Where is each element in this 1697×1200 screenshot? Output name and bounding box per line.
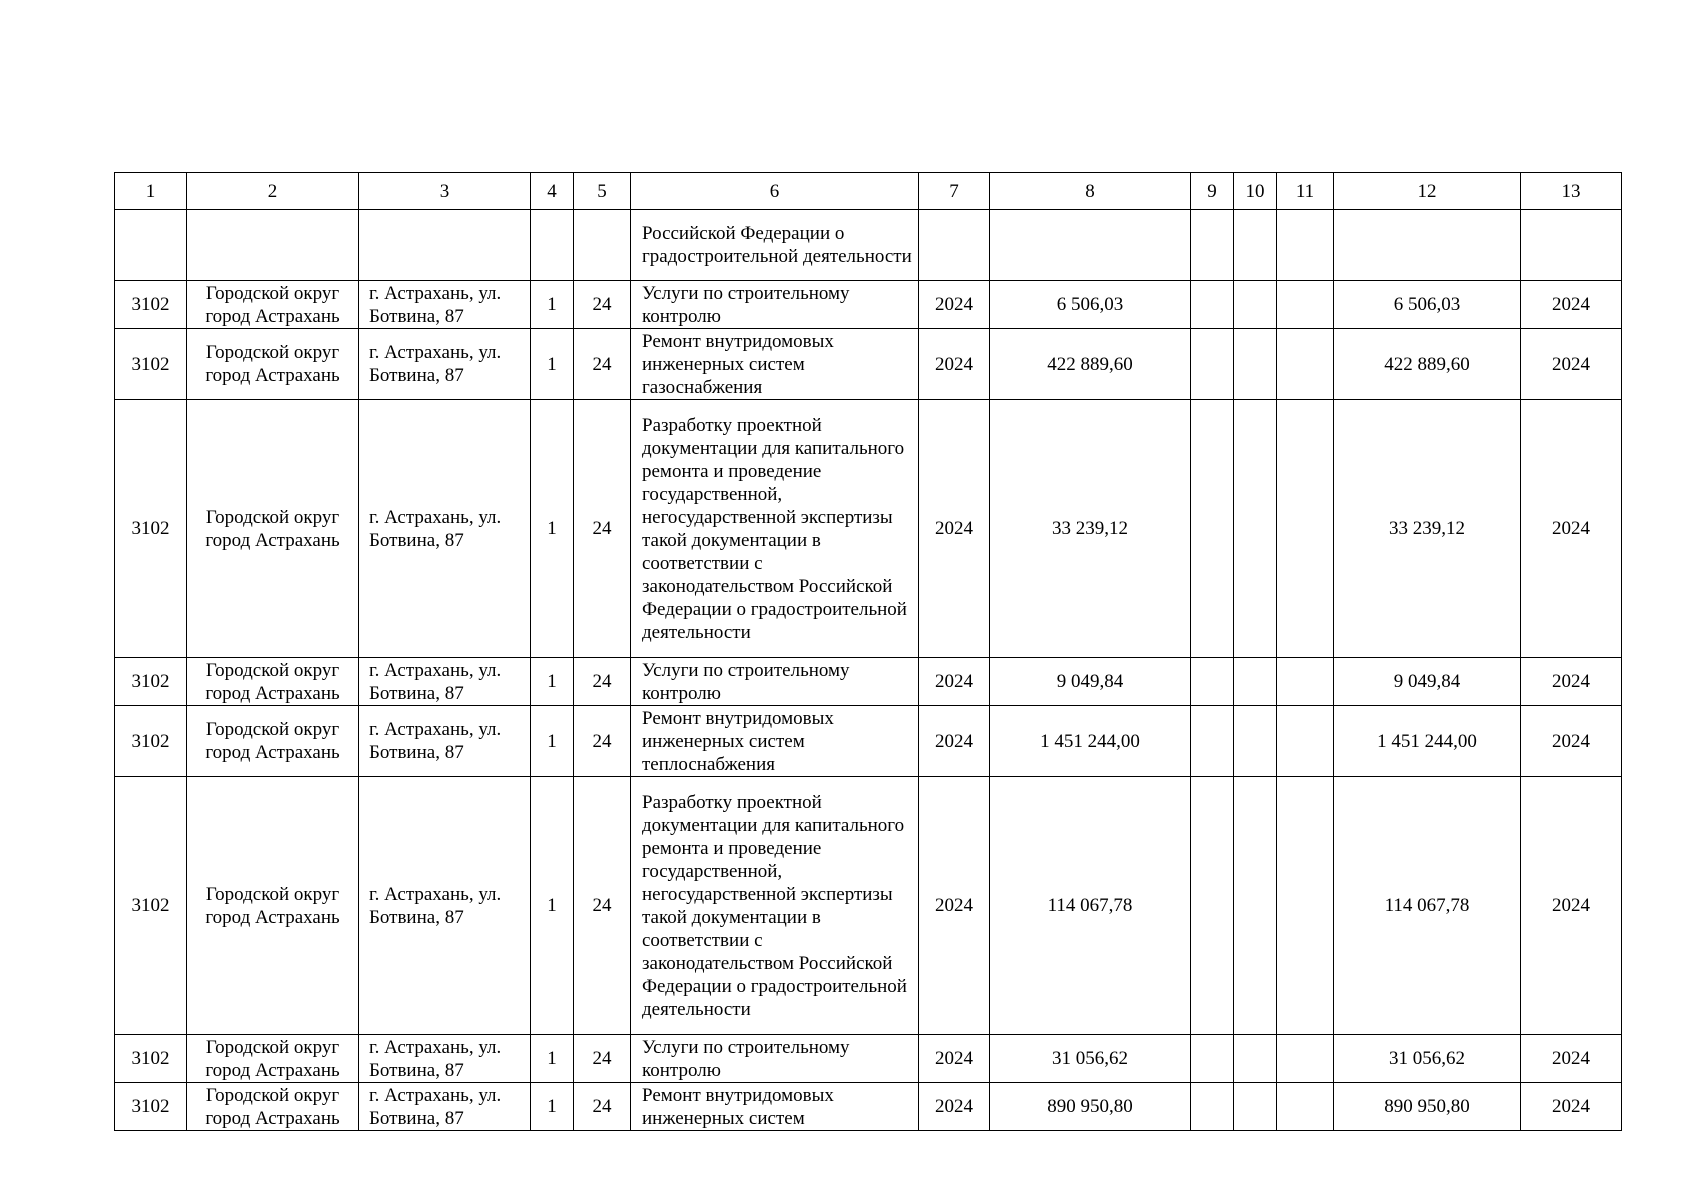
cell-address: г. Астрахань, ул. Ботвина, 87	[359, 1083, 531, 1131]
cell-col10	[1234, 210, 1277, 281]
cell-col10	[1234, 1035, 1277, 1083]
cell-col5: 24	[574, 400, 631, 658]
cell-col11	[1277, 329, 1334, 400]
cell-work-type: Российской Федерации о градостроительной деятельности	[631, 210, 919, 281]
cell-col10	[1234, 329, 1277, 400]
cell-work-type: Ремонт внутридомовых инженерных систем	[631, 1083, 919, 1131]
cell-col5: 24	[574, 777, 631, 1035]
col-header-7: 7	[919, 173, 990, 210]
cell-cost	[990, 210, 1191, 281]
cell-number: 3102	[115, 777, 187, 1035]
cell-col4: 1	[531, 777, 574, 1035]
cell-col5: 24	[574, 1035, 631, 1083]
table-row	[115, 777, 1622, 1035]
cell-col10	[1234, 706, 1277, 777]
cell-col5: 24	[574, 329, 631, 400]
cell-col5: 24	[574, 658, 631, 706]
col-header-12: 12	[1334, 173, 1521, 210]
cell-year-end: 2024	[1521, 329, 1622, 400]
cell-year: 2024	[919, 706, 990, 777]
cell-col4: 1	[531, 706, 574, 777]
header-row	[115, 173, 1622, 210]
cell-col4: 1	[531, 329, 574, 400]
cell-address: г. Астрахань, ул. Ботвина, 87	[359, 400, 531, 658]
cell-year-end: 2024	[1521, 1083, 1622, 1131]
cell-year: 2024	[919, 329, 990, 400]
cell-municipality: Городской округ город Астрахань	[187, 777, 359, 1035]
cell-col4: 1	[531, 1035, 574, 1083]
cell-year-end: 2024	[1521, 281, 1622, 329]
cell-municipality: Городской округ город Астрахань	[187, 400, 359, 658]
col-header-3: 3	[359, 173, 531, 210]
cell-col9	[1191, 706, 1234, 777]
cell-col4: 1	[531, 658, 574, 706]
cell-work-type: Разработку проектной документации для капитального ремонта и проведение государственной, негосударственной экспертизы такой документации в соответствии с законодательством Российской Федерации о градостроительной деятельности	[631, 400, 919, 658]
cell-number: 3102	[115, 1035, 187, 1083]
cell-number	[115, 210, 187, 281]
cell-col10	[1234, 658, 1277, 706]
cell-col5	[574, 210, 631, 281]
cell-col9	[1191, 210, 1234, 281]
col-header-6: 6	[631, 173, 919, 210]
col-header-9: 9	[1191, 173, 1234, 210]
cell-col10	[1234, 777, 1277, 1035]
cell-municipality: Городской округ город Астрахань	[187, 706, 359, 777]
cell-number: 3102	[115, 281, 187, 329]
cell-address: г. Астрахань, ул. Ботвина, 87	[359, 777, 531, 1035]
table-row	[115, 329, 1622, 400]
cell-municipality: Городской округ город Астрахань	[187, 1035, 359, 1083]
cell-col9	[1191, 658, 1234, 706]
cell-cost-total: 6 506,03	[1334, 281, 1521, 329]
cell-cost-total: 114 067,78	[1334, 777, 1521, 1035]
col-header-1: 1	[115, 173, 187, 210]
cell-cost: 890 950,80	[990, 1083, 1191, 1131]
cell-col11	[1277, 1035, 1334, 1083]
table-row	[115, 210, 1622, 281]
cell-col9	[1191, 329, 1234, 400]
cell-number: 3102	[115, 658, 187, 706]
cell-col11	[1277, 210, 1334, 281]
cell-col9	[1191, 1083, 1234, 1131]
cell-col9	[1191, 281, 1234, 329]
col-header-4: 4	[531, 173, 574, 210]
cell-address: г. Астрахань, ул. Ботвина, 87	[359, 658, 531, 706]
cell-col4	[531, 210, 574, 281]
works-table	[114, 172, 1622, 1131]
cell-work-type: Услуги по строительному контролю	[631, 1035, 919, 1083]
cell-year: 2024	[919, 1083, 990, 1131]
table-row	[115, 706, 1622, 777]
cell-work-type: Ремонт внутридомовых инженерных систем газоснабжения	[631, 329, 919, 400]
cell-address: г. Астрахань, ул. Ботвина, 87	[359, 329, 531, 400]
cell-year	[919, 210, 990, 281]
cell-col10	[1234, 1083, 1277, 1131]
cell-cost-total	[1334, 210, 1521, 281]
cell-col4: 1	[531, 1083, 574, 1131]
col-header-13: 13	[1521, 173, 1622, 210]
cell-work-type: Услуги по строительному контролю	[631, 658, 919, 706]
cell-municipality: Городской округ город Астрахань	[187, 329, 359, 400]
cell-cost: 114 067,78	[990, 777, 1191, 1035]
cell-col5: 24	[574, 281, 631, 329]
cell-cost-total: 422 889,60	[1334, 329, 1521, 400]
table-row	[115, 658, 1622, 706]
cell-year-end	[1521, 210, 1622, 281]
cell-col11	[1277, 706, 1334, 777]
cell-year-end: 2024	[1521, 400, 1622, 658]
cell-col5: 24	[574, 1083, 631, 1131]
cell-cost: 6 506,03	[990, 281, 1191, 329]
cell-year: 2024	[919, 400, 990, 658]
cell-work-type: Ремонт внутридомовых инженерных систем теплоснабжения	[631, 706, 919, 777]
cell-cost-total: 9 049,84	[1334, 658, 1521, 706]
cell-address: г. Астрахань, ул. Ботвина, 87	[359, 281, 531, 329]
cell-col10	[1234, 281, 1277, 329]
cell-address: г. Астрахань, ул. Ботвина, 87	[359, 1035, 531, 1083]
cell-cost: 33 239,12	[990, 400, 1191, 658]
table-row	[115, 1083, 1622, 1131]
cell-col11	[1277, 1083, 1334, 1131]
table-row	[115, 400, 1622, 658]
cell-year: 2024	[919, 777, 990, 1035]
cell-year: 2024	[919, 658, 990, 706]
cell-work-type: Разработку проектной документации для капитального ремонта и проведение государственной, негосударственной экспертизы такой документации в соответствии с законодательством Российской Федерации о градостроительной деятельности	[631, 777, 919, 1035]
cell-col11	[1277, 658, 1334, 706]
cell-cost: 31 056,62	[990, 1035, 1191, 1083]
cell-address	[359, 210, 531, 281]
cell-number: 3102	[115, 400, 187, 658]
cell-cost: 422 889,60	[990, 329, 1191, 400]
cell-address: г. Астрахань, ул. Ботвина, 87	[359, 706, 531, 777]
cell-year-end: 2024	[1521, 1035, 1622, 1083]
cell-col4: 1	[531, 400, 574, 658]
cell-cost-total: 890 950,80	[1334, 1083, 1521, 1131]
cell-col10	[1234, 400, 1277, 658]
cell-year: 2024	[919, 1035, 990, 1083]
cell-cost-total: 33 239,12	[1334, 400, 1521, 658]
cell-col5: 24	[574, 706, 631, 777]
col-header-10: 10	[1234, 173, 1277, 210]
col-header-11: 11	[1277, 173, 1334, 210]
cell-number: 3102	[115, 329, 187, 400]
cell-col9	[1191, 1035, 1234, 1083]
cell-municipality: Городской округ город Астрахань	[187, 1083, 359, 1131]
cell-number: 3102	[115, 706, 187, 777]
cell-col9	[1191, 400, 1234, 658]
cell-year-end: 2024	[1521, 777, 1622, 1035]
cell-municipality	[187, 210, 359, 281]
table-row	[115, 1035, 1622, 1083]
cell-cost-total: 31 056,62	[1334, 1035, 1521, 1083]
cell-work-type: Услуги по строительному контролю	[631, 281, 919, 329]
cell-cost: 1 451 244,00	[990, 706, 1191, 777]
cell-year-end: 2024	[1521, 658, 1622, 706]
cell-col9	[1191, 777, 1234, 1035]
cell-number: 3102	[115, 1083, 187, 1131]
cell-col4: 1	[531, 281, 574, 329]
cell-municipality: Городской округ город Астрахань	[187, 658, 359, 706]
cell-year: 2024	[919, 281, 990, 329]
cell-cost-total: 1 451 244,00	[1334, 706, 1521, 777]
cell-col11	[1277, 281, 1334, 329]
cell-year-end: 2024	[1521, 706, 1622, 777]
cell-municipality: Городской округ город Астрахань	[187, 281, 359, 329]
table-row	[115, 281, 1622, 329]
col-header-5: 5	[574, 173, 631, 210]
cell-col11	[1277, 400, 1334, 658]
col-header-8: 8	[990, 173, 1191, 210]
col-header-2: 2	[187, 173, 359, 210]
cell-col11	[1277, 777, 1334, 1035]
cell-cost: 9 049,84	[990, 658, 1191, 706]
